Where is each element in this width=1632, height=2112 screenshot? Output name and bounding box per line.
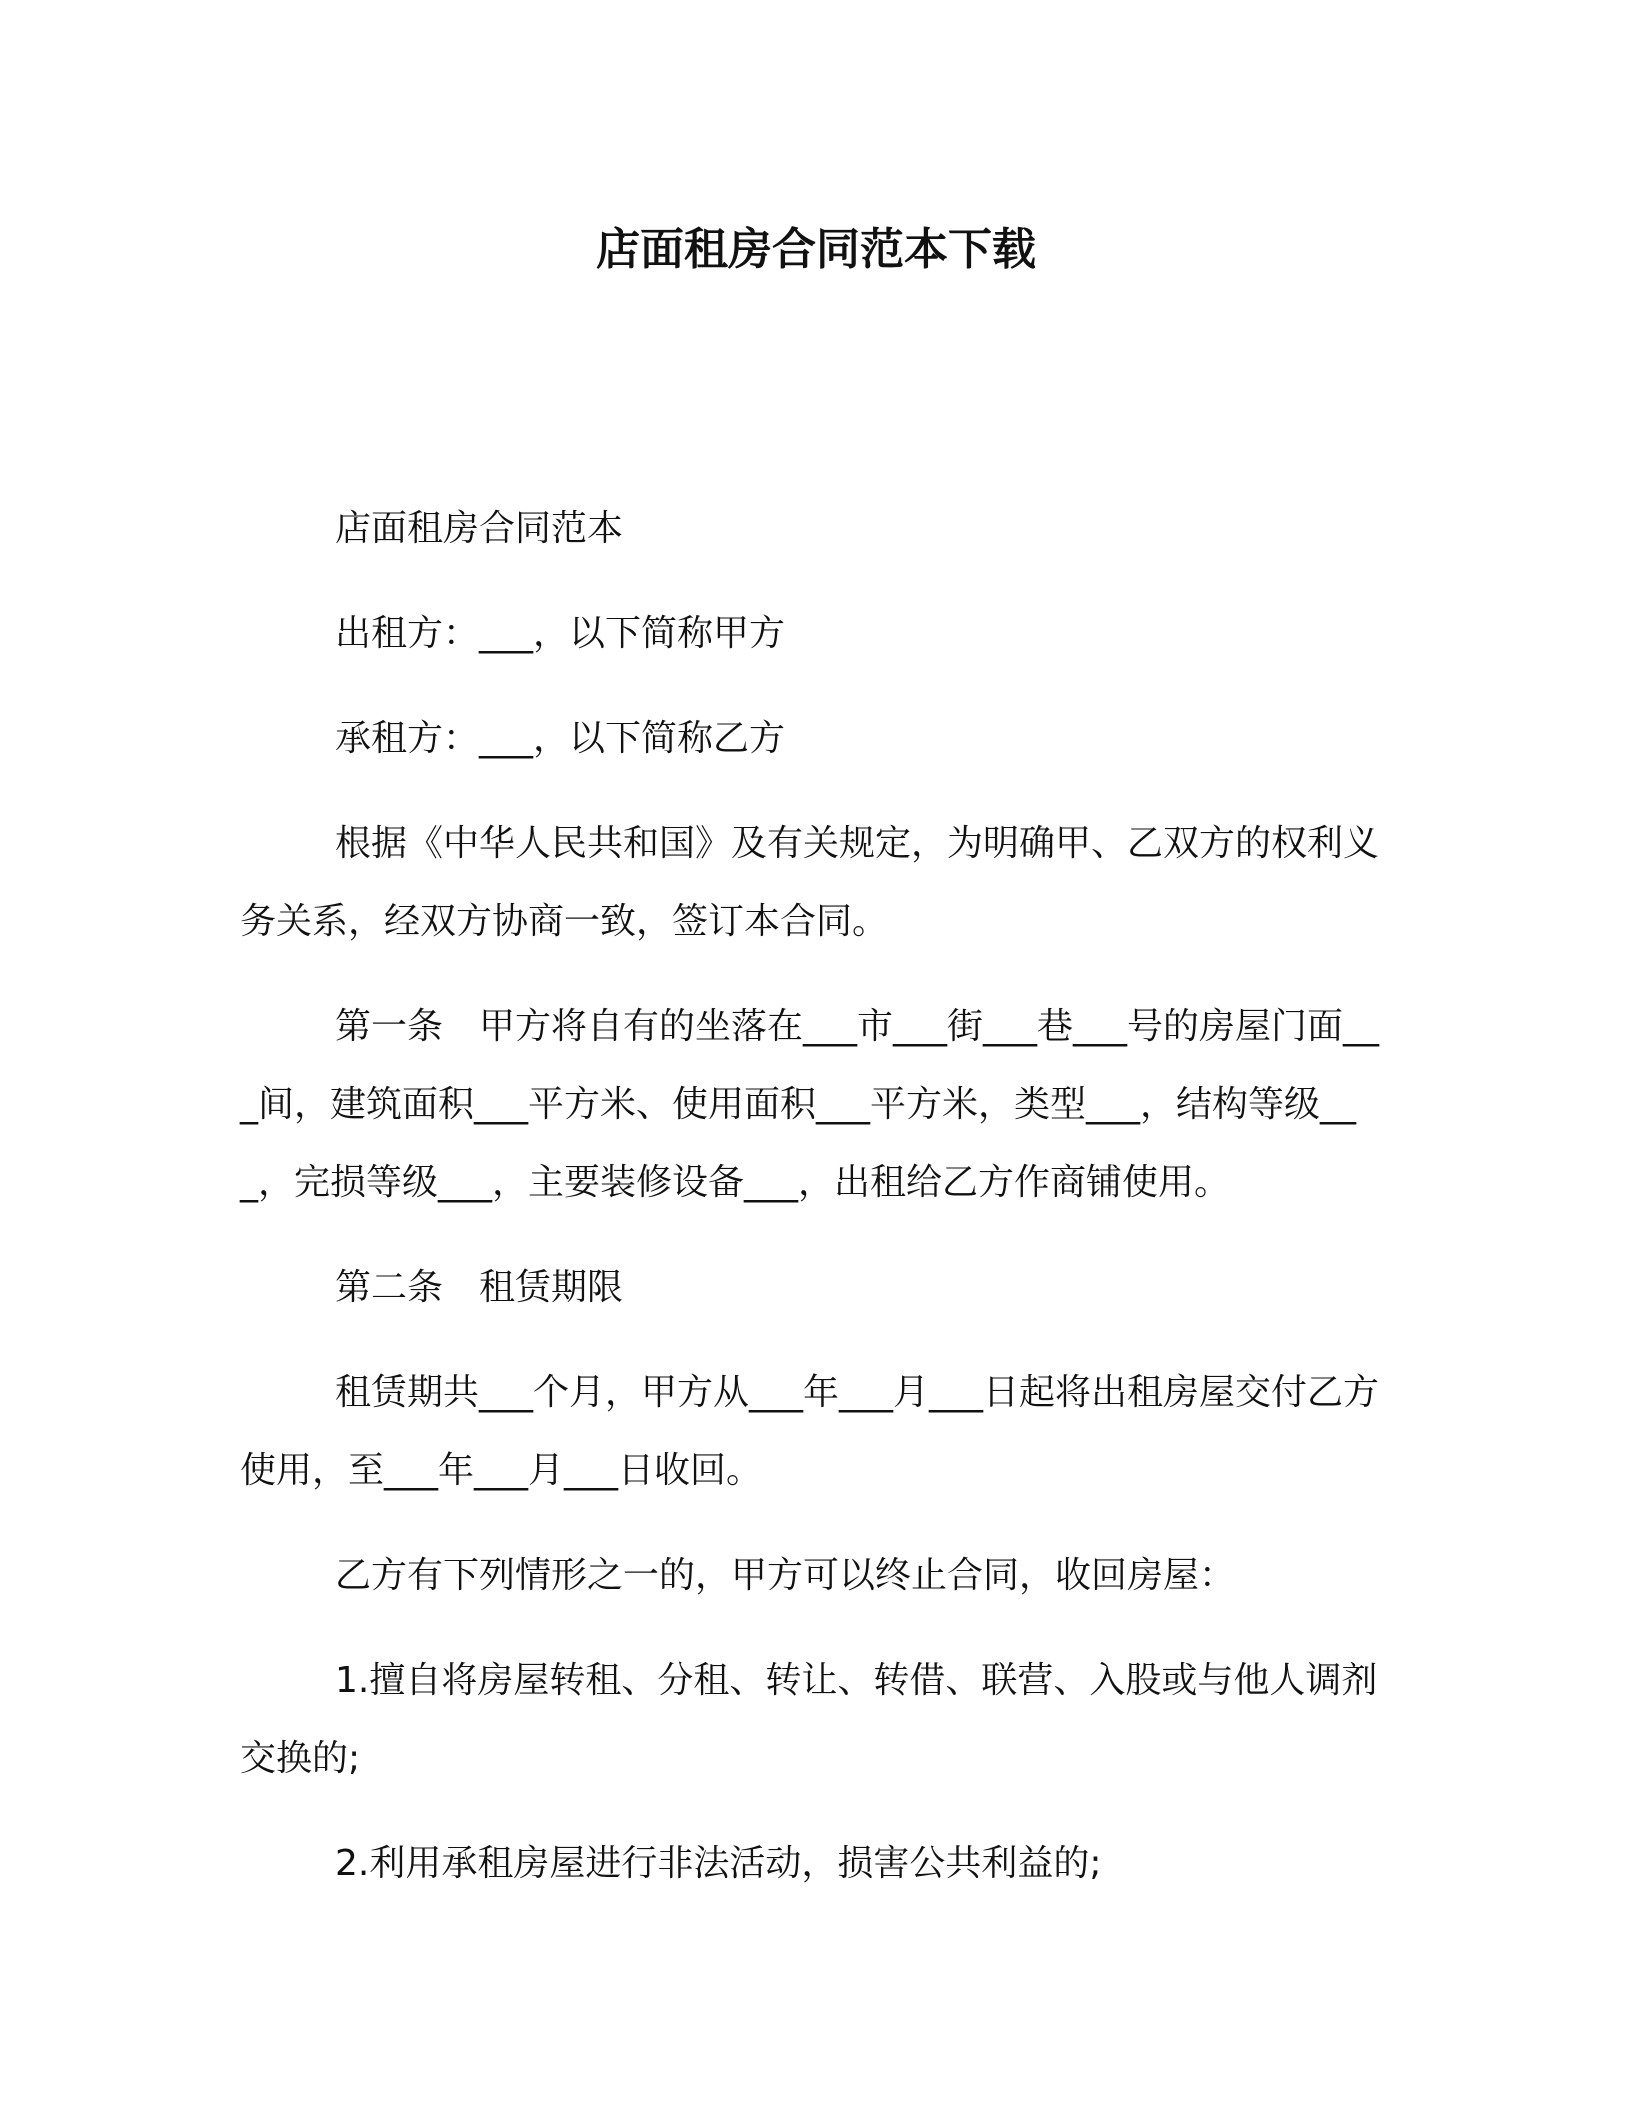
lease-term-paragraph: 租赁期共___个月，甲方从___年___月___日起将出租房屋交付乙方使用，至___年___月___日收回。 xyxy=(240,1372,1380,1491)
preamble-paragraph: 根据《中华人民共和国》及有关规定，为明确甲、乙双方的权利义务关系，经双方协商一致，签订本合同。 xyxy=(240,823,1380,942)
lessee-line: 承租方：___，以下简称乙方 xyxy=(335,718,786,759)
document-title: 店面租房合同范本下载 xyxy=(596,224,1036,275)
document-body xyxy=(240,490,1385,1930)
termination-item-1: 1.擅自将房屋转租、分租、转让、转借、联营、入股或与他人调剂交换的; xyxy=(240,1660,1378,1779)
subtitle-paragraph: 店面租房合同范本 xyxy=(335,508,624,549)
lessor-line: 出租方：___，以下简称甲方 xyxy=(335,613,786,654)
article-one-paragraph: 第一条 甲方将自有的坐落在___市___街___巷___号的房屋门面___间，建筑面积___平方米、使用面积___平方米，类型___，结构等级___，完损等级___，主要装修设备___，出租给乙方作商铺使用。 xyxy=(240,1006,1380,1203)
termination-item-2: 2.利用承租房屋进行非法活动，损害公共利益的; xyxy=(335,1843,1102,1884)
termination-intro: 乙方有下列情形之一的，甲方可以终止合同，收回房屋： xyxy=(335,1555,1236,1596)
article-two-heading: 第二条 租赁期限 xyxy=(335,1267,624,1308)
